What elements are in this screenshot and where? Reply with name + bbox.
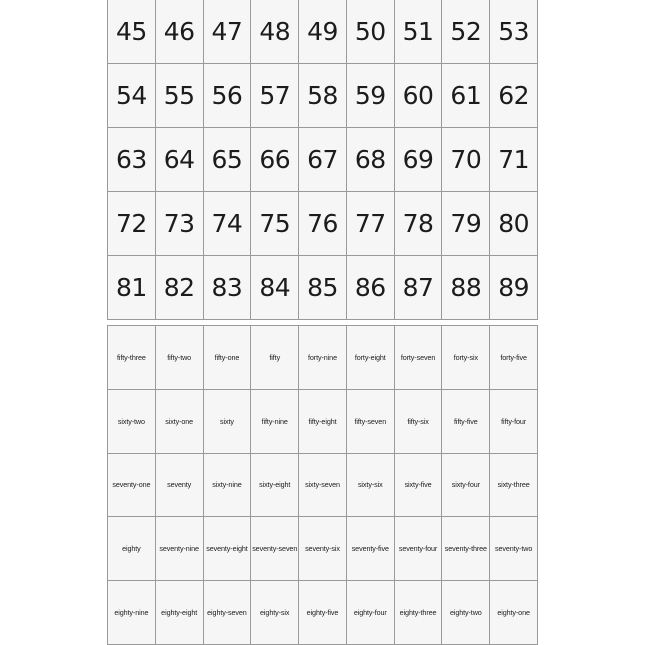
word-card[interactable] — [156, 517, 204, 581]
word-card-label: sixty-four — [451, 480, 480, 490]
number-card[interactable] — [251, 256, 299, 320]
number-card-label: 81 — [115, 273, 147, 302]
number-card-label: 73 — [163, 209, 195, 238]
number-card-label: 77 — [354, 209, 386, 238]
word-card[interactable] — [347, 581, 395, 645]
word-card-label: forty-five — [500, 352, 527, 362]
number-card[interactable] — [395, 0, 443, 64]
number-card-label: 69 — [402, 145, 434, 174]
number-card-label: 71 — [498, 145, 530, 174]
number-card[interactable] — [156, 128, 204, 192]
word-card[interactable] — [442, 390, 490, 454]
number-card[interactable] — [442, 128, 490, 192]
number-card-label: 60 — [402, 81, 434, 110]
number-card[interactable] — [395, 64, 443, 128]
word-card-label: seventy-two — [494, 544, 533, 554]
number-card-label: 83 — [211, 273, 243, 302]
word-card[interactable] — [204, 517, 252, 581]
number-card-label: 59 — [354, 81, 386, 110]
number-card[interactable] — [251, 0, 299, 64]
number-card[interactable] — [490, 0, 538, 64]
number-card[interactable] — [490, 128, 538, 192]
word-card[interactable] — [204, 326, 252, 390]
word-card[interactable] — [108, 390, 156, 454]
number-card-label: 61 — [450, 81, 482, 110]
word-card[interactable] — [395, 517, 443, 581]
number-card[interactable] — [156, 64, 204, 128]
word-card-label: seventy-one — [112, 480, 151, 490]
word-card-label: seventy-nine — [159, 544, 199, 554]
word-card-label: eighty-three — [399, 608, 437, 618]
word-card[interactable] — [395, 390, 443, 454]
word-card-label: eighty-two — [449, 608, 482, 618]
number-card-label: 50 — [354, 17, 386, 46]
word-card-label: eighty-eight — [161, 608, 198, 618]
word-card[interactable] — [108, 454, 156, 518]
word-card[interactable] — [442, 326, 490, 390]
word-card-label: seventy-three — [444, 544, 487, 554]
word-card[interactable] — [395, 581, 443, 645]
word-card[interactable] — [299, 517, 347, 581]
number-card[interactable] — [299, 256, 347, 320]
number-card[interactable] — [108, 192, 156, 256]
number-card[interactable] — [251, 192, 299, 256]
number-card-label: 85 — [307, 273, 338, 302]
number-card-label: 67 — [307, 145, 338, 174]
number-card-label: 80 — [498, 209, 530, 238]
number-card[interactable] — [395, 128, 443, 192]
word-card[interactable] — [442, 581, 490, 645]
word-card[interactable] — [347, 326, 395, 390]
word-card-label: fifty-five — [453, 416, 478, 426]
number-card[interactable] — [204, 256, 252, 320]
word-card-label: seventy — [167, 480, 192, 490]
number-card[interactable] — [204, 0, 252, 64]
word-card[interactable] — [251, 517, 299, 581]
word-card[interactable] — [108, 517, 156, 581]
word-card[interactable] — [156, 390, 204, 454]
word-card[interactable] — [204, 581, 252, 645]
word-card[interactable] — [442, 517, 490, 581]
number-card[interactable] — [442, 192, 490, 256]
word-card-label: sixty-six — [357, 480, 383, 490]
word-card[interactable] — [251, 390, 299, 454]
word-card[interactable] — [347, 454, 395, 518]
number-card-label: 74 — [211, 209, 243, 238]
number-card-label: 47 — [211, 17, 243, 46]
word-card[interactable] — [490, 581, 538, 645]
number-card-label: 70 — [450, 145, 482, 174]
word-card[interactable] — [299, 390, 347, 454]
number-card[interactable] — [108, 64, 156, 128]
word-card-label: sixty-one — [165, 416, 194, 426]
word-card-label: sixty-five — [404, 480, 432, 490]
word-card[interactable] — [156, 326, 204, 390]
word-card-label: eighty-one — [497, 608, 530, 618]
number-card-label: 64 — [163, 145, 195, 174]
number-card-label: 79 — [450, 209, 482, 238]
word-card-label: fifty-two — [167, 352, 192, 362]
number-card-label: 46 — [163, 17, 195, 46]
word-card-label: fifty-four — [501, 416, 527, 426]
number-card-label: 58 — [307, 81, 338, 110]
word-card-label: sixty-three — [497, 480, 530, 490]
number-card[interactable] — [490, 64, 538, 128]
number-card-label: 53 — [498, 17, 530, 46]
number-card[interactable] — [347, 128, 395, 192]
word-card-label: sixty-eight — [259, 480, 291, 490]
word-card-label: eighty-four — [353, 608, 387, 618]
number-card[interactable] — [347, 256, 395, 320]
number-card-label: 62 — [498, 81, 530, 110]
number-card[interactable] — [490, 256, 538, 320]
number-card-label: 78 — [402, 209, 434, 238]
word-card[interactable] — [299, 454, 347, 518]
word-card-grid — [107, 325, 538, 645]
word-card-label: eighty-five — [306, 608, 339, 618]
number-card[interactable] — [204, 192, 252, 256]
word-card-label: sixty-seven — [305, 480, 340, 490]
number-card[interactable] — [204, 128, 252, 192]
number-card-label: 87 — [402, 273, 434, 302]
number-card-label: 82 — [163, 273, 195, 302]
word-card-label: forty-nine — [308, 352, 337, 362]
number-card-label: 68 — [354, 145, 386, 174]
number-card[interactable] — [156, 256, 204, 320]
word-card[interactable] — [299, 326, 347, 390]
number-card[interactable] — [108, 0, 156, 64]
number-card-label: 86 — [354, 273, 386, 302]
word-card[interactable] — [251, 326, 299, 390]
word-card[interactable] — [395, 326, 443, 390]
word-card-label: sixty — [219, 416, 234, 426]
word-card-label: sixty-two — [117, 416, 145, 426]
number-card-label: 63 — [115, 145, 147, 174]
word-card-label: forty-seven — [400, 352, 436, 362]
word-card[interactable] — [108, 581, 156, 645]
word-card-label: forty-eight — [354, 352, 386, 362]
number-card[interactable] — [251, 64, 299, 128]
number-card[interactable] — [156, 0, 204, 64]
word-card-label: seventy-eight — [206, 544, 248, 554]
number-card-label: 76 — [307, 209, 338, 238]
word-card-label: eighty — [122, 544, 141, 554]
word-card-label: fifty — [269, 352, 281, 362]
number-card-label: 89 — [498, 273, 530, 302]
word-card[interactable] — [299, 581, 347, 645]
number-card[interactable] — [442, 256, 490, 320]
word-card[interactable] — [490, 454, 538, 518]
word-card[interactable] — [442, 454, 490, 518]
number-card[interactable] — [347, 64, 395, 128]
word-card-label: fifty-seven — [354, 416, 387, 426]
word-card-label: eighty-seven — [207, 608, 247, 618]
number-card-label: 88 — [450, 273, 482, 302]
number-card[interactable] — [299, 192, 347, 256]
number-card[interactable] — [442, 0, 490, 64]
word-card-label: seventy-seven — [252, 544, 298, 554]
word-card[interactable] — [204, 454, 252, 518]
number-card[interactable] — [395, 192, 443, 256]
word-card-label: forty-six — [453, 352, 478, 362]
number-card[interactable] — [490, 192, 538, 256]
word-card-label: seventy-five — [351, 544, 389, 554]
number-card-label: 84 — [259, 273, 291, 302]
word-card[interactable] — [347, 517, 395, 581]
word-card-label: fifty-one — [214, 352, 240, 362]
word-card[interactable] — [490, 517, 538, 581]
number-card-label: 52 — [450, 17, 482, 46]
number-card[interactable] — [251, 128, 299, 192]
word-card[interactable] — [251, 454, 299, 518]
word-card-label: eighty-nine — [114, 608, 149, 618]
number-card-label: 45 — [115, 17, 147, 46]
number-card-label: 57 — [259, 81, 291, 110]
number-card[interactable] — [442, 64, 490, 128]
word-card[interactable] — [251, 581, 299, 645]
number-card[interactable] — [299, 0, 347, 64]
number-card-label: 72 — [115, 209, 147, 238]
word-card[interactable] — [490, 390, 538, 454]
word-card-label: fifty-eight — [308, 416, 337, 426]
word-card[interactable] — [204, 390, 252, 454]
number-card-label: 51 — [402, 17, 434, 46]
number-card[interactable] — [299, 64, 347, 128]
number-card-label: 56 — [211, 81, 243, 110]
number-card[interactable] — [108, 128, 156, 192]
word-card[interactable] — [108, 326, 156, 390]
word-card-label: sixty-nine — [212, 480, 242, 490]
word-card-label: fifty-nine — [261, 416, 288, 426]
number-card-label: 48 — [259, 17, 291, 46]
word-card[interactable] — [156, 454, 204, 518]
word-card-label: seventy-four — [398, 544, 438, 554]
word-card[interactable] — [347, 390, 395, 454]
number-card-label: 75 — [259, 209, 291, 238]
number-card-label: 66 — [259, 145, 291, 174]
word-card[interactable] — [490, 326, 538, 390]
number-card[interactable] — [347, 0, 395, 64]
number-card[interactable] — [108, 256, 156, 320]
number-card-label: 65 — [211, 145, 243, 174]
word-card[interactable] — [156, 581, 204, 645]
word-card-label: fifty-three — [116, 352, 146, 362]
word-card-label: seventy-six — [305, 544, 340, 554]
word-card-label: fifty-six — [407, 416, 429, 426]
number-card[interactable] — [156, 192, 204, 256]
number-card[interactable] — [347, 192, 395, 256]
number-card[interactable] — [299, 128, 347, 192]
number-card[interactable] — [204, 64, 252, 128]
number-card-label: 54 — [115, 81, 147, 110]
number-card-label: 55 — [163, 81, 195, 110]
number-card-label: 49 — [307, 17, 338, 46]
word-card-label: eighty-six — [260, 608, 290, 618]
number-card[interactable] — [395, 256, 443, 320]
number-card-grid — [107, 0, 538, 320]
word-card[interactable] — [395, 454, 443, 518]
